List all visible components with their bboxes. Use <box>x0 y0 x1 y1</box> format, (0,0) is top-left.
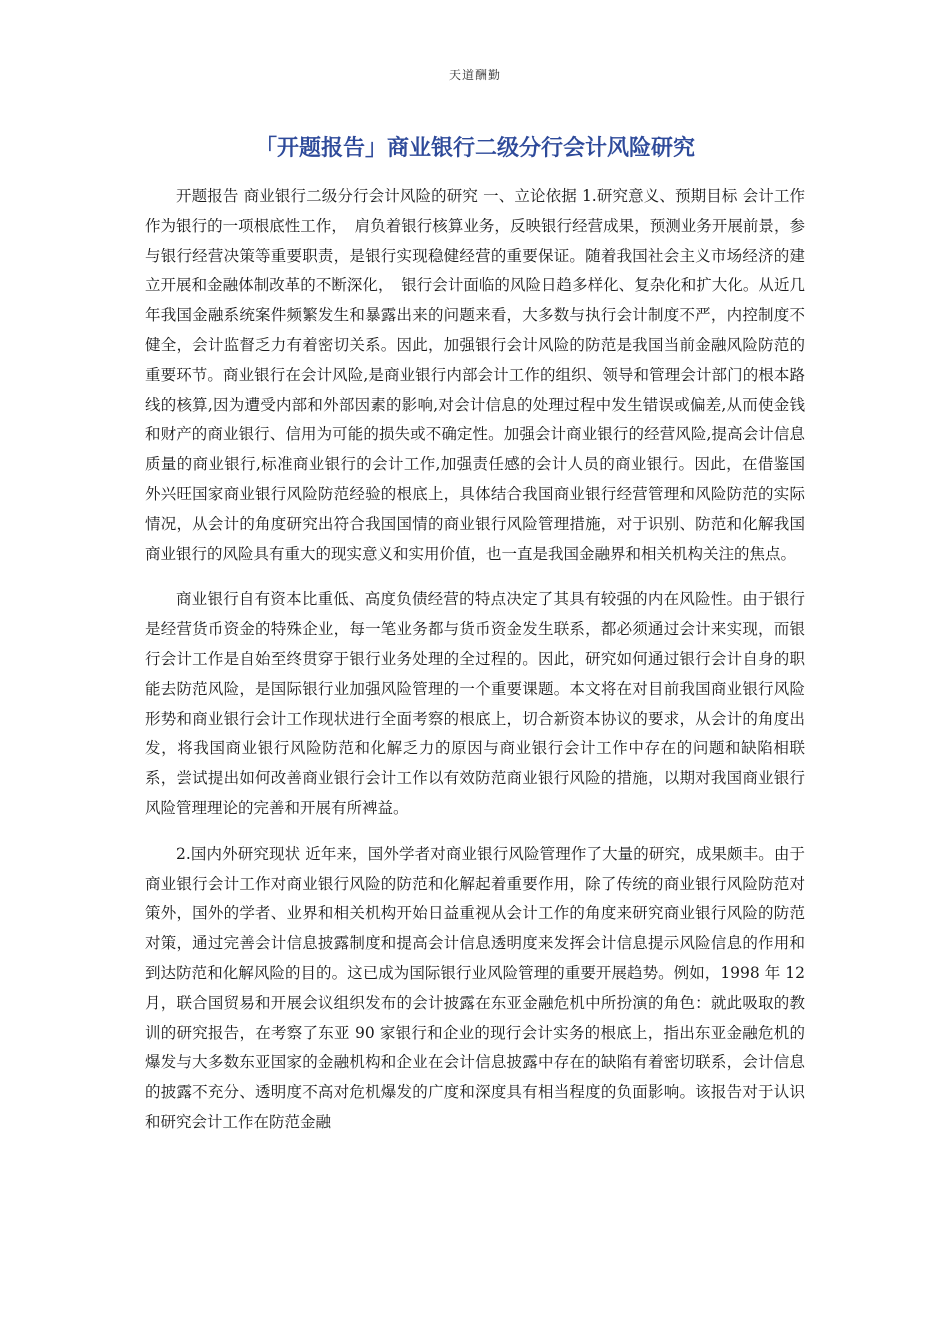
running-header: 天道酬勤 <box>448 68 501 82</box>
document-body <box>145 182 805 1154</box>
document-title: 「开题报告」商业银行二级分行会计风险研究 <box>254 136 695 161</box>
paragraph-1: 开题报告 商业银行二级分行会计风险的研究 一、立论依据 1.研究意义、预期目标 会计工作作为银行的一项根底性工作， 肩负着银行核算业务，反映银行经营成果，预测业务开展前景，参与银行经营决策等重要职责，是银行实现稳健经营的重要保证。随着我国社会主义市场经济的建立开展和金融体制改革的不断深化， 银行会计面临的风险日趋多样化、复杂化和扩大化。从近几年我国金融系统案件频繁发生和暴露出来的问题来看，大多数与执行会计制度不严，内控制度不健全，会计监督乏力有着密切关系。因此，加强银行会计风险的防范是我国当前金融风险防范的重要环节。商业银行在会计风险,是商业银行内部会计工作的组织、领导和管理会计部门的根本路线的核算,因为遭受内部和外部因素的影响,对会计信息的处理过程中发生错误或偏差,从而使金钱和财产的商业银行、信用为可能的损失或不确定性。加强会计商业银行的经营风险,提高会计信息质量的商业银行,标准商业银行的会计工作,加强责任感的会计人员的商业银行。因此，在借鉴国外兴旺国家商业银行风险防范经验的根底上，具体结合我国商业银行经营管理和风险防范的实际情况，从会计的角度研究出符合我国国情的商业银行风险管理措施，对于识别、防范和化解我国商业银行的风险具有重大的现实意义和实用价值，也一直是我国金融界和相关机构关注的焦点。 <box>145 187 805 563</box>
paragraph-3: 2.国内外研究现状 近年来，国外学者对商业银行风险管理作了大量的研究，成果颇丰。由于商业银行会计工作对商业银行风险的防范和化解起着重要作用，除了传统的商业银行风险防范对策外，国外的学者、业界和相关机构开始日益重视从会计工作的角度来研究商业银行风险的防范对策，通过完善会计信息披露制度和提高会计信息透明度来发挥会计信息提示风险信息的作用和到达防范和化解风险的目的。这已成为国际银行业风险管理的重要开展趋势。例如，1998 年 12 月，联合国贸易和开展会议组织发布的会计披露在东亚金融危机中所扮演的角色：就此吸取的教训的研究报告，在考察了东亚 90 家银行和企业的现行会计实务的根底上，指出东亚金融危机的爆发与大多数东亚国家的金融机构和企业在会计信息披露中存在的缺陷有着密切联系，会计信息的披露不充分、透明度不高对危机爆发的广度和深度具有相当程度的负面影响。该报告对于认识和研究会计工作在防范金融 <box>145 844 805 1131</box>
paragraph-2: 商业银行自有资本比重低、高度负债经营的特点决定了其具有较强的内在风险性。由于银行是经营货币资金的特殊企业，每一笔业务都与货币资金发生联系，都必须通过会计来实现，而银行会计工作是自始至终贯穿于银行业务处理的全过程的。因此，研究如何通过银行会计自身的职能去防范风险，是国际银行业加强风险管理的一个重要课题。本文将在对目前我国商业银行风险形势和商业银行会计工作现状进行全面考察的根底上，切合新资本协议的要求，从会计的角度出发，将我国商业银行风险防范和化解乏力的原因与商业银行会计工作中存在的问题和缺陷相联系，尝试提出如何改善商业银行会计工作以有效防范商业银行风险的措施，以期对我国商业银行风险管理理论的完善和开展有所裨益。 <box>145 590 805 817</box>
